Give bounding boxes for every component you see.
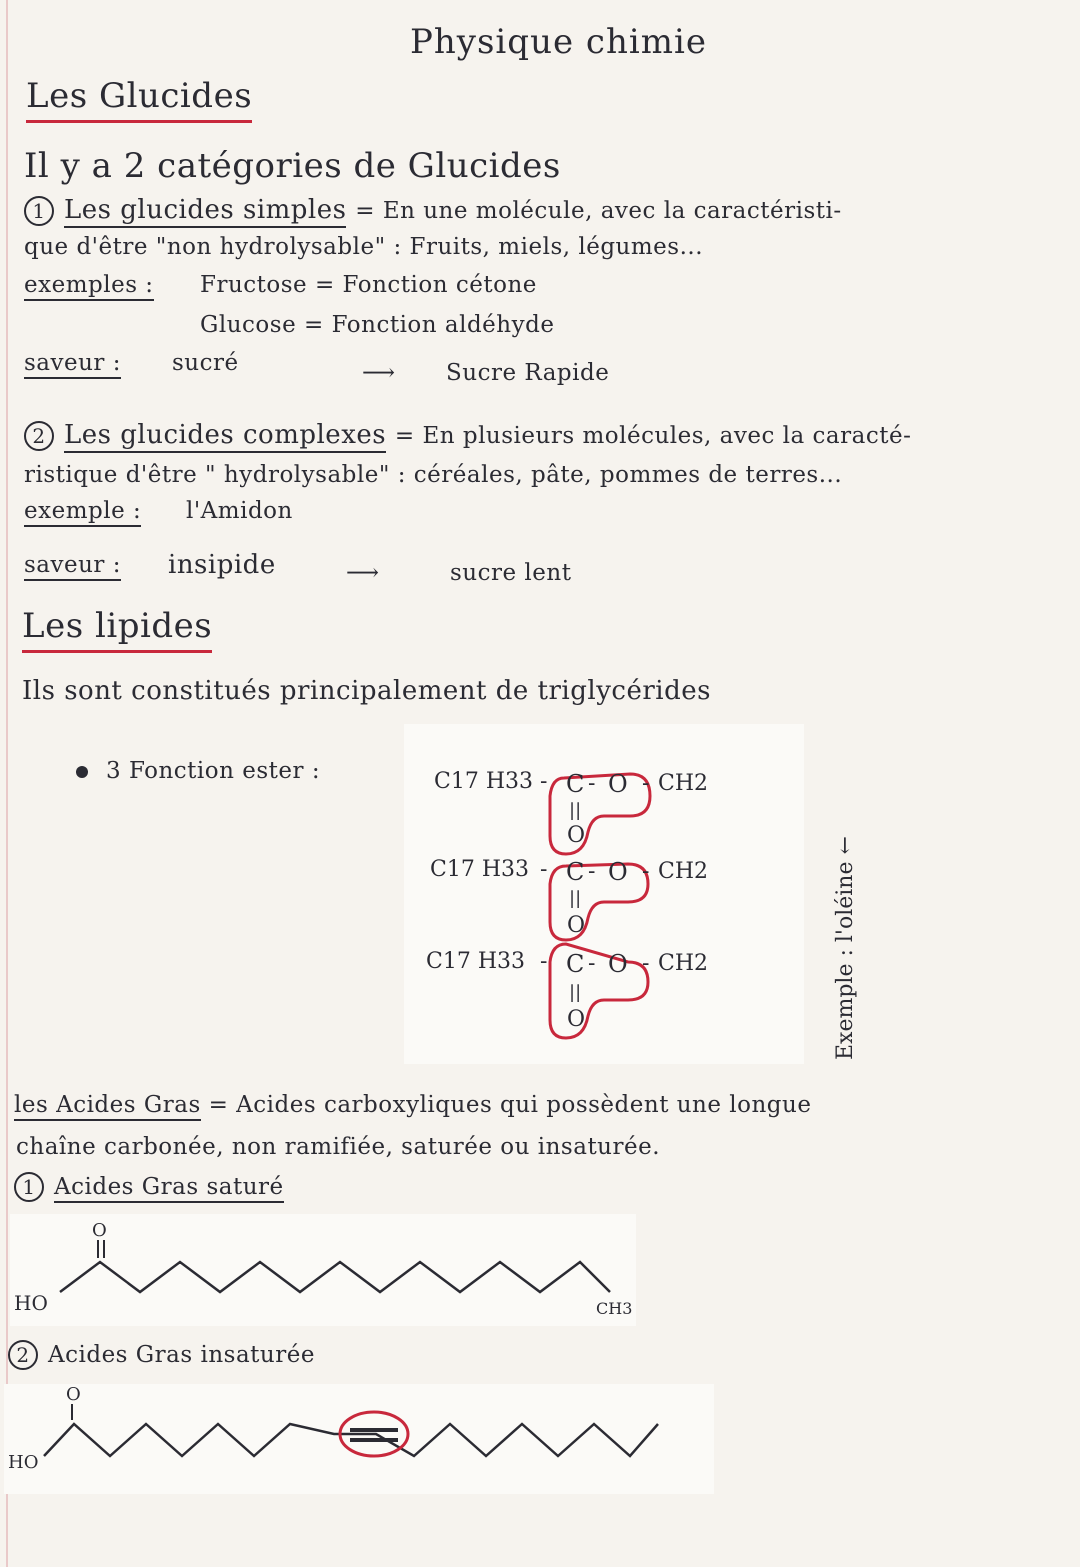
carbonyl-oxygen: O	[92, 1220, 107, 1241]
bond-dash: -	[588, 771, 596, 796]
acides-gras-line	[14, 1092, 811, 1118]
ch3-label: CH3	[596, 1299, 633, 1318]
sucre-lent: sucre lent	[450, 560, 572, 586]
sucre-rapide: Sucre Rapide	[446, 360, 610, 386]
ch2-3: CH2	[658, 951, 709, 976]
glucides-complexes-def-cont: ristique d'être " hydrolysable" : céréales, pâte, pommes de terres...	[24, 462, 843, 488]
oxygen-atom: O	[567, 823, 586, 848]
glucides-complexes-title: Les glucides complexes	[64, 420, 386, 453]
carbon-atom: C	[566, 770, 585, 798]
chain-3: C17 H33	[426, 949, 525, 974]
bond-dash: -	[642, 771, 650, 796]
arrow-icon: ⟶	[346, 560, 380, 586]
side-note	[818, 770, 868, 1070]
bond-dash: -	[588, 951, 596, 976]
oxygen-atom: O	[608, 858, 628, 886]
number-badge: 1	[24, 196, 54, 226]
number-badge: 1	[14, 1172, 44, 1202]
ester-outline-2	[550, 864, 648, 940]
lipides-intro: Ils sont constitués principalement de triglycérides	[22, 676, 711, 706]
ch2-2: CH2	[658, 859, 709, 884]
acides-sature-line	[14, 1172, 284, 1202]
bond-dash: -	[540, 857, 548, 882]
oxygen-atom: O	[608, 950, 628, 978]
example-glucose: Glucose = Fonction aldéhyde	[200, 312, 555, 338]
bullet-icon	[76, 766, 88, 778]
glucides-complexes-line	[24, 420, 911, 451]
bond-dash: -	[540, 769, 548, 794]
bond-dash: -	[588, 859, 596, 884]
bond-dash: -	[642, 951, 650, 976]
double-bond: ||	[569, 800, 582, 821]
glucides-complexes-def: = En plusieurs molécules, avec la caracté-	[394, 423, 912, 449]
bond-dash: -	[540, 949, 548, 974]
margin-line	[6, 0, 8, 1567]
chain-2: C17 H33	[430, 857, 529, 882]
glucides-simples-def: = En une molécule, avec la caractéristi-	[355, 198, 842, 224]
oxygen-atom: O	[567, 913, 586, 938]
triglyceride-panel	[404, 724, 804, 1064]
double-bond: ||	[569, 982, 582, 1003]
oxygen-atom: O	[567, 1007, 586, 1032]
side-example-text: Exemple : l'oléine ←	[833, 836, 858, 1060]
ester-label-line	[76, 758, 320, 784]
saveur-value: insipide	[168, 550, 276, 580]
unsaturated-fatty-acid-structure	[4, 1384, 714, 1494]
triglyceride-structure	[404, 724, 804, 1064]
examples-label: exemples :	[24, 272, 154, 301]
example-label: exemple :	[24, 498, 141, 527]
number-badge: 2	[8, 1340, 38, 1370]
acides-gras-def-cont: chaîne carbonée, non ramifiée, saturée ou insaturée.	[16, 1134, 661, 1160]
lipides-heading: Les lipides	[22, 606, 212, 653]
saveur-value: sucré	[172, 350, 239, 376]
example-fructose: Fructose = Fonction cétone	[200, 272, 537, 298]
acides-insature-line	[8, 1340, 315, 1370]
carbon-atom: C	[566, 858, 585, 886]
saveur-label: saveur :	[24, 350, 121, 379]
page-title: Physique chimie	[410, 22, 707, 62]
acides-sature-title: Acides Gras saturé	[54, 1174, 284, 1203]
glucides-simples-line	[24, 195, 842, 226]
glucides-simples-title: Les glucides simples	[64, 195, 346, 228]
unsaturated-structure-panel	[4, 1384, 714, 1494]
acides-gras-def: = Acides carboxyliques qui possèdent une longue	[208, 1092, 812, 1118]
carbon-chain	[60, 1262, 610, 1292]
saturated-structure-panel	[10, 1214, 636, 1326]
double-bond: ||	[569, 888, 582, 909]
ester-outline-1	[550, 774, 650, 854]
glucides-intro: Il y a 2 catégories de Glucides	[24, 146, 561, 186]
arrow-icon: ⟶	[362, 360, 396, 386]
carbon-atom: C	[566, 950, 585, 978]
acides-insature-title: Acides Gras insaturée	[48, 1342, 315, 1368]
ho-label: HO	[8, 1452, 39, 1473]
carbonyl-oxygen: O	[66, 1384, 81, 1405]
chain-1: C17 H33	[434, 769, 533, 794]
ester-outline-3	[550, 944, 648, 1038]
glucides-simples-def-cont: que d'être "non hydrolysable" : Fruits, miels, légumes...	[24, 234, 704, 260]
acides-gras-title: les Acides Gras	[14, 1092, 201, 1121]
saveur-label: saveur :	[24, 552, 121, 581]
ho-label: HO	[14, 1291, 48, 1315]
saturated-fatty-acid-structure	[10, 1214, 636, 1326]
oxygen-atom: O	[608, 770, 628, 798]
number-badge: 2	[24, 421, 54, 451]
example-amidon: l'Amidon	[186, 498, 293, 524]
ester-label: 3 Fonction ester :	[106, 758, 321, 784]
glucides-heading: Les Glucides	[26, 76, 252, 123]
ch2-1: CH2	[658, 771, 709, 796]
bond-dash: -	[642, 859, 650, 884]
